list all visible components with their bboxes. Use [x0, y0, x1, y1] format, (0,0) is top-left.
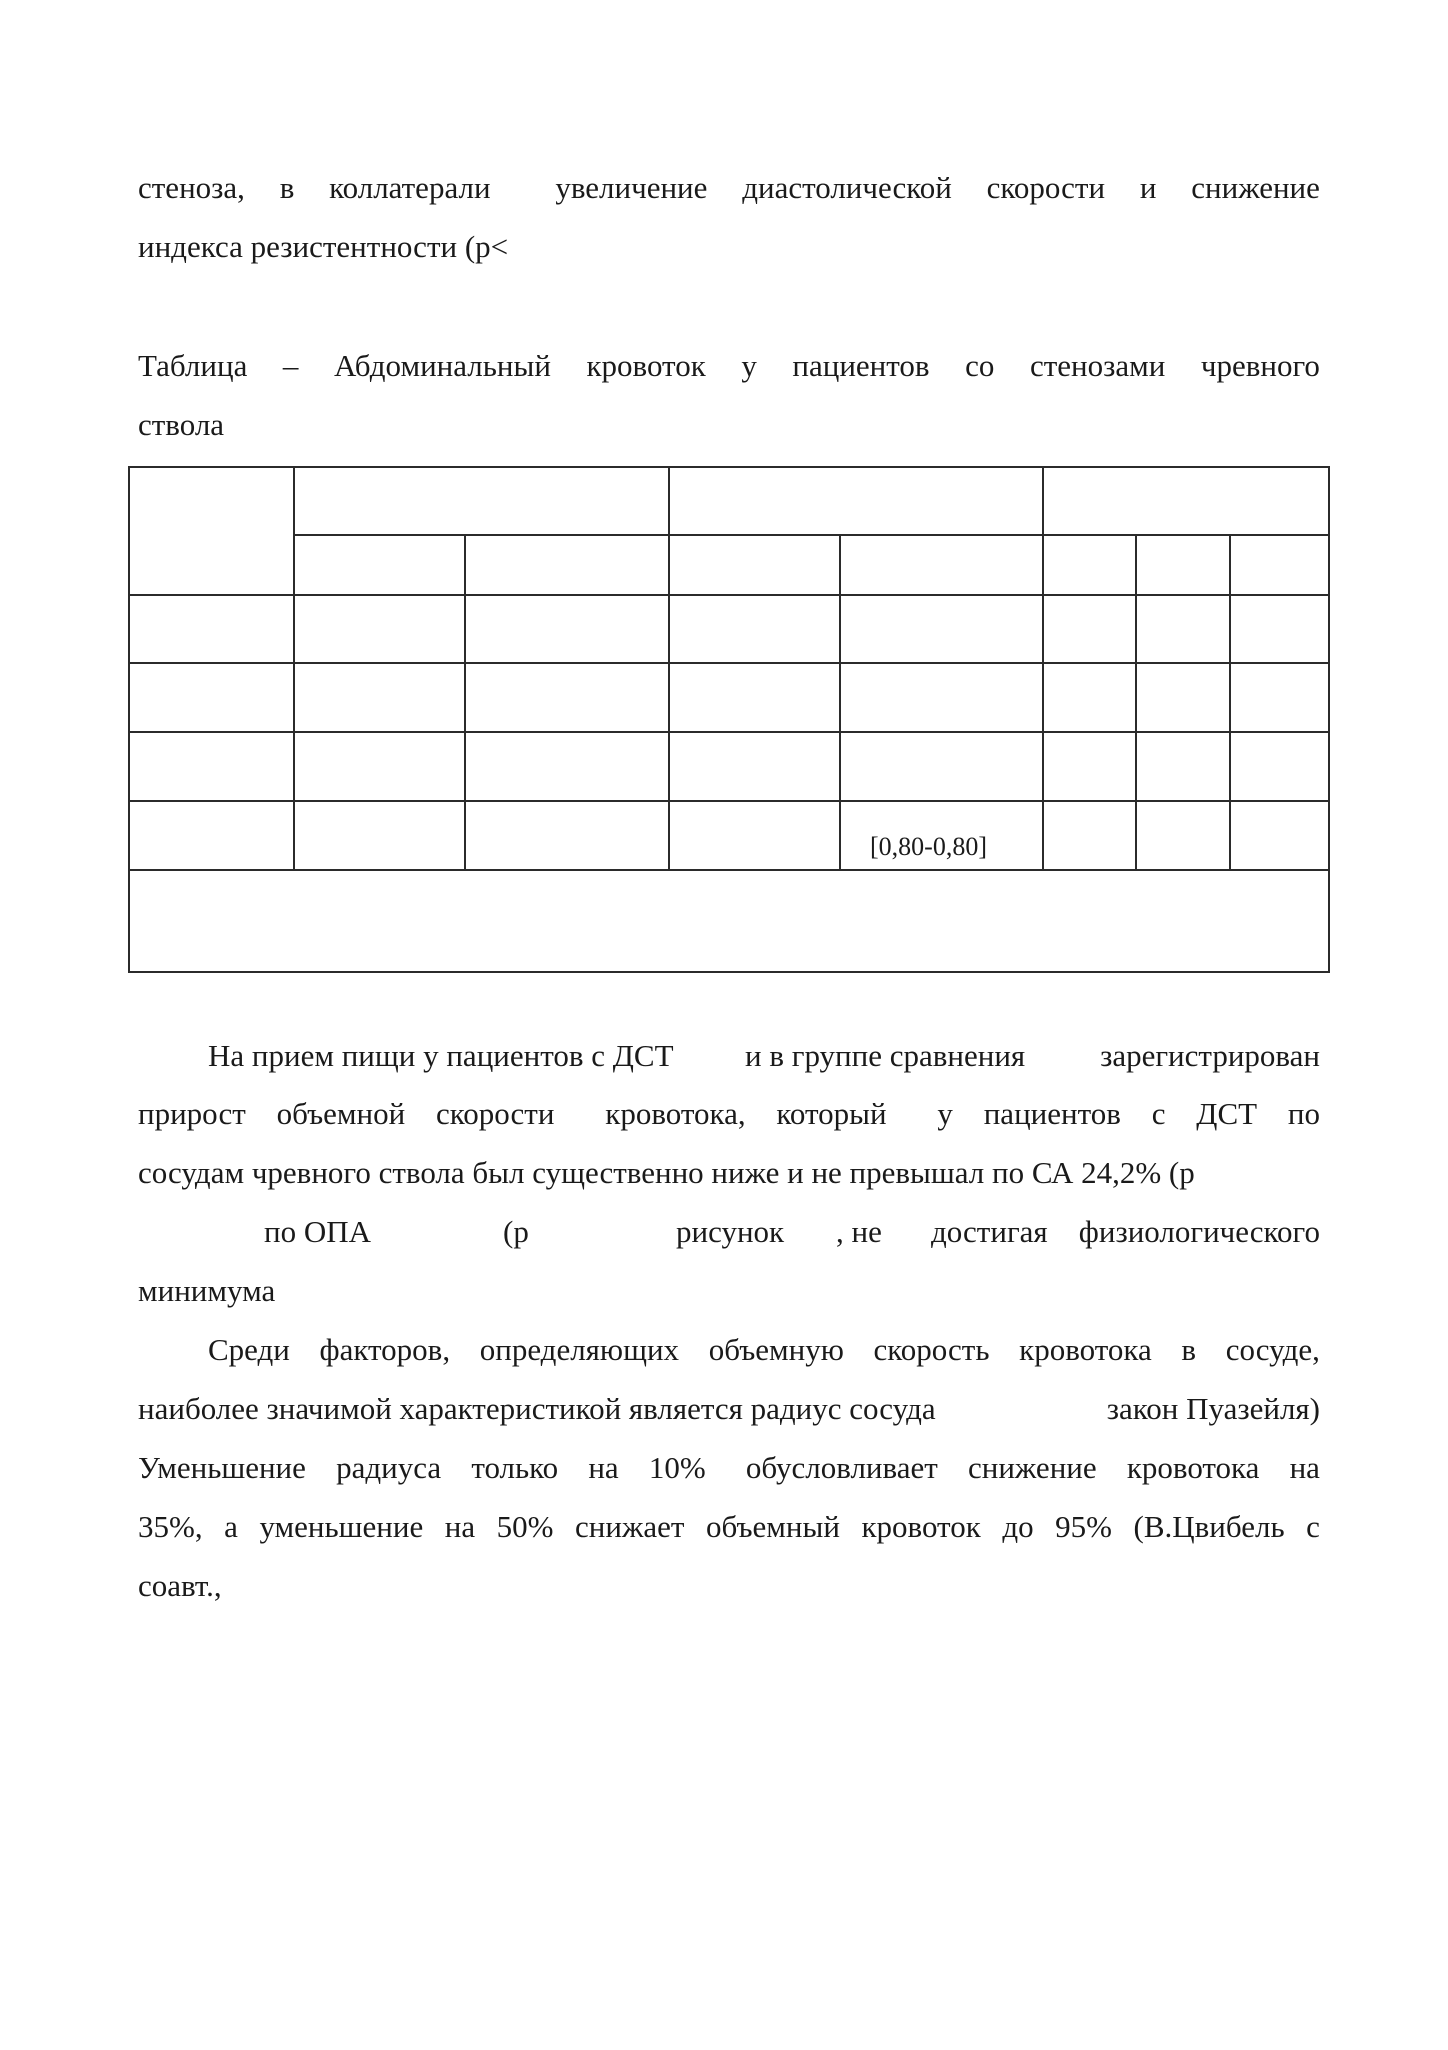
word: на: [1289, 1450, 1320, 1485]
table-cell-range: [0,80-0,80]: [870, 832, 987, 861]
word: в: [1181, 1332, 1197, 1367]
word: Среди: [208, 1332, 290, 1367]
table-rule: [130, 869, 1328, 871]
word: факторов,: [319, 1332, 451, 1367]
text-segment: зарегистрирован: [1100, 1038, 1320, 1073]
word: сосуде,: [1225, 1332, 1320, 1367]
word: снижение: [1191, 170, 1320, 205]
word: в: [279, 170, 295, 205]
word: снижение: [967, 1450, 1097, 1485]
paragraph-middle-line-5: минимума: [138, 1273, 276, 1308]
word: 50%: [496, 1509, 554, 1544]
table-caption-line-1: [138, 346, 1320, 386]
word: с: [1151, 1096, 1166, 1131]
word: стеноза,: [138, 170, 245, 205]
word: кровотока: [1019, 1332, 1152, 1367]
word: кровоток: [861, 1509, 981, 1544]
word: увеличение: [555, 170, 708, 205]
paragraph-top-line-2: индекса резистентности (р<: [138, 229, 509, 264]
word: скорость: [873, 1332, 990, 1367]
word: только: [471, 1450, 559, 1485]
text-segment: по ОПА: [264, 1214, 372, 1249]
word: кровоток: [586, 348, 706, 383]
text-segment: достигая: [931, 1214, 1048, 1249]
word: 95%: [1055, 1509, 1112, 1544]
word: определяющих: [479, 1332, 680, 1367]
text-segment: и в группе сравнения: [745, 1038, 1026, 1073]
table-rule: [1135, 534, 1137, 869]
table-rule: [130, 731, 1328, 733]
word: объемную: [708, 1332, 844, 1367]
word: у: [741, 348, 757, 383]
paragraph-top-line-1: [138, 168, 1320, 208]
word: стенозами: [1029, 348, 1166, 383]
word: Уменьшение: [138, 1450, 306, 1485]
table-rule: [1042, 468, 1044, 869]
word: у: [937, 1096, 953, 1131]
table-rule: [130, 800, 1328, 802]
word: диастолической: [742, 170, 952, 205]
word: который: [776, 1096, 887, 1131]
text-segment: наиболее значимой характеристикой является радиус сосуда: [138, 1391, 936, 1426]
word: до: [1002, 1509, 1034, 1544]
table-rule: [839, 534, 841, 869]
word: скорости: [986, 170, 1106, 205]
text-segment: рисунок: [676, 1214, 785, 1249]
word: и: [1139, 170, 1157, 205]
paragraph-middle-line-2: [138, 1094, 1320, 1134]
word: –: [282, 348, 299, 383]
word: на: [588, 1450, 619, 1485]
text-segment: , не: [836, 1214, 882, 1249]
text-segment: (р: [503, 1214, 529, 1249]
word: обусловливает: [745, 1450, 938, 1485]
text-segment: физиологического: [1078, 1214, 1320, 1249]
word: кровотока,: [605, 1096, 746, 1131]
word: объемной: [276, 1096, 406, 1131]
table-rule: [668, 468, 670, 869]
word: пациентов: [983, 1096, 1121, 1131]
word: на: [444, 1509, 476, 1544]
word: (В.Цвибель: [1133, 1509, 1285, 1544]
paragraph-bottom-line-3: [138, 1448, 1320, 1488]
word: 10%: [648, 1450, 706, 1485]
word: 35%,: [138, 1509, 203, 1544]
word: по: [1287, 1096, 1320, 1131]
paragraph-bottom-line-5: соавт.,: [138, 1568, 222, 1603]
paragraph-middle-line-3: сосудам чревного ствола был существенно ниже и не превышал по СА 24,2% (р: [138, 1155, 1195, 1190]
word: скорости: [436, 1096, 555, 1131]
paragraph-bottom-line-1: [208, 1330, 1320, 1370]
word: с: [1306, 1509, 1320, 1544]
table-rule: [464, 534, 466, 869]
word: пациентов: [792, 348, 930, 383]
text-segment: На прием пищи у пациентов с ДСТ: [208, 1038, 674, 1073]
word: снижает: [575, 1509, 685, 1544]
word: ДСТ: [1196, 1096, 1258, 1131]
table-rule: [294, 534, 1330, 536]
word: прирост: [138, 1096, 246, 1131]
table-rule: [1229, 534, 1231, 869]
word: Абдоминальный: [333, 348, 551, 383]
word: чревного: [1200, 348, 1320, 383]
word: объемный: [706, 1509, 840, 1544]
word: со: [965, 348, 995, 383]
table-caption-line-2: ствола: [138, 407, 225, 442]
table-rule: [130, 594, 1328, 596]
text-segment: закон Пуазейля): [1106, 1391, 1320, 1426]
data-table: [128, 466, 1330, 973]
word: а: [224, 1509, 238, 1544]
paragraph-bottom-line-4: [138, 1507, 1320, 1547]
word: уменьшение: [259, 1509, 424, 1544]
table-rule: [293, 468, 295, 869]
word: радиуса: [336, 1450, 442, 1485]
word: Таблица: [138, 348, 248, 383]
table-rule: [130, 662, 1328, 664]
word: коллатерали: [329, 170, 491, 205]
word: кровотока: [1126, 1450, 1260, 1485]
